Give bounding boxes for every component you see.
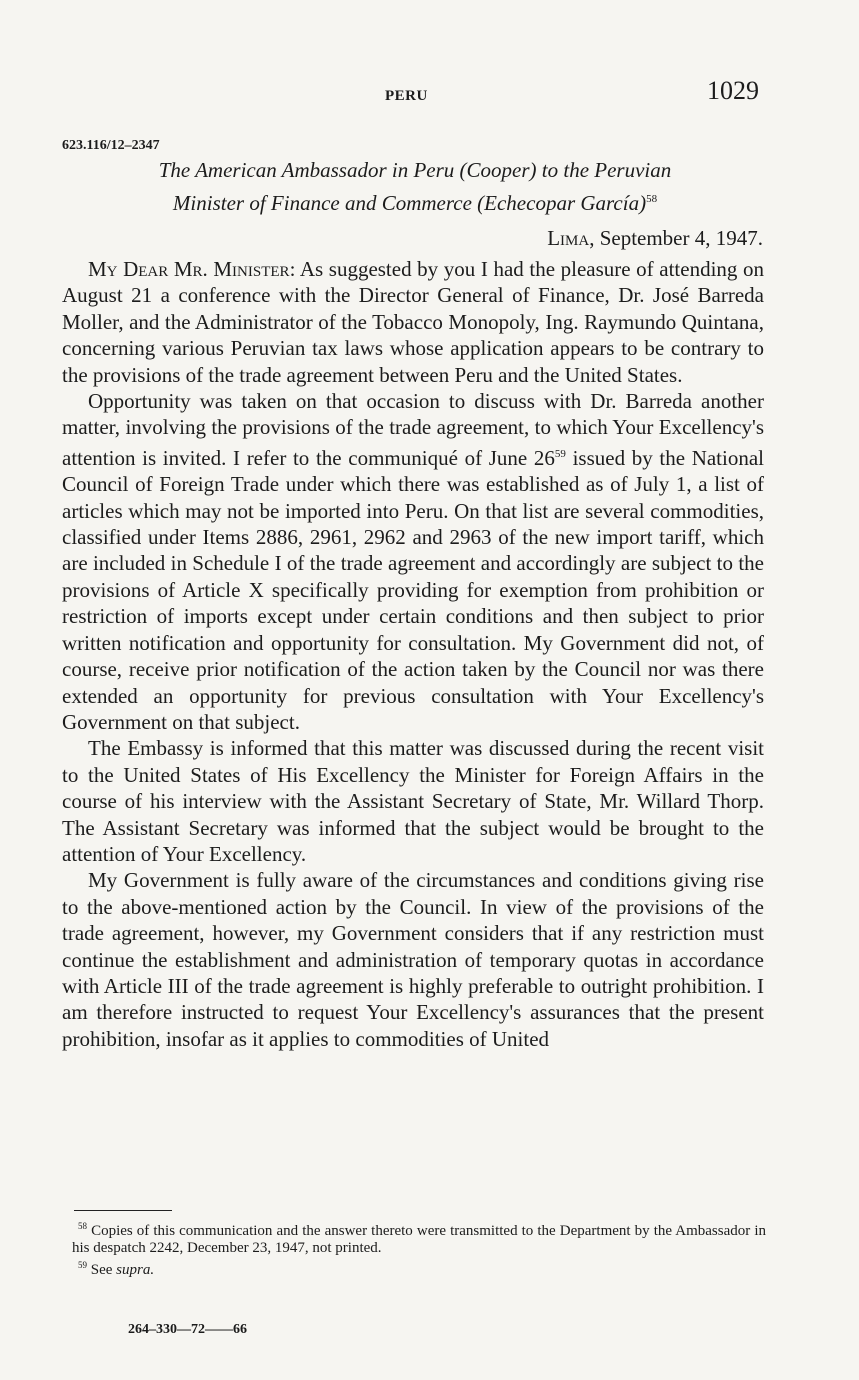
running-head: PERU [385,88,428,104]
paragraph-1-text: : As suggested by you I had the pleasure of attending on August 21 a conference with the Director General of Finance, Dr. José Barreda Moller, and the Administrator of the Tobacco Monopoly, Ing. Raymundo Quintana, concerning various Peruvian tax laws whose application appears to be contrary to the provisions of the trade agreement between Peru and the United States. [62,257,765,387]
title-line-2 [62,185,768,218]
footnote-58 [72,1218,766,1257]
dateline [547,226,763,251]
footnote-58-text: Copies of this communication and the answer thereto were transmitted to the Department by the Ambassador in his despatch 2242, December 23, 1947, not printed. [72,1223,766,1256]
footnote-59-number: 59 [78,1260,87,1270]
paragraph-2-footnote-ref[interactable]: 59 [554,447,566,460]
letter-body [62,256,764,1052]
page-number: 1029 [707,76,759,105]
paragraph-4: My Government is fully aware of the circumstances and conditions giving rise to the above-mentioned action by the Council. In view of the provisions of the trade agreement, however, my Government considers that if any restriction must continue the establishment and administration of temporary quotas in accordance with Article III of the trade agreement is highly preferable to outright prohibition. I am therefore instructed to request Your Excellency's assurances that the present prohibition, insofar as it applies to commodities of United [62,868,764,1051]
paragraph-3: The Embassy is informed that this matter was discussed during the recent visit to the United States of His Excellency the Minister for Foreign Affairs in the course of his interview with the Assistant Secretary of State, Mr. Willard Thorp. The Assistant Secretary was informed that the subject would be brought to the attention of Your Excellency. [62,736,764,866]
print-code: 264–330—72——66 [128,1322,247,1337]
dateline-place: Lima [547,226,590,250]
salutation: My Dear Mr. Minister [88,257,290,281]
title-line-1: The American Ambassador in Peru (Cooper) to the Peruvian [158,158,672,182]
title-footnote-ref[interactable]: 58 [646,193,658,205]
file-number: 623.116/12–2347 [62,138,160,153]
paragraph-2-text-b: issued by the National Council of Foreign Trade under which there was established as of July 1, a list of articles which may not be imported into Peru. On that list are several commodities, classified under Items 2886, 2961, 2962 and 2963 of the new import tariff, which are included in Schedule I of the trade agreement and accordingly are subject to the provisions of Article X specifically providing for exemption from prohibition or restriction of imports except under certain conditions and then subject to prior written notification and opportunity for consultation. My Government did not, of course, receive prior notification of the action taken by the Council nor was there extended an opportunity for previous consultation with Your Excellency's Government on that subject. [62,445,765,734]
document-title [62,156,768,218]
footnotes [72,1218,766,1279]
title-line-2-text: Minister of Finance and Commerce (Echecopar García) [172,191,647,215]
paragraph-2-text-a: Opportunity was taken on that occasion to discuss with Dr. Barreda another matter, involving the provisions of the trade agreement, to which Your Excellency's attention is invited. I refer to the communiqué of June 26 [62,389,764,470]
paragraph-2 [62,388,764,735]
dateline-date: , September 4, 1947. [589,226,763,250]
footnote-58-number: 58 [78,1221,87,1231]
paragraph-1 [62,256,764,388]
footnote-59-text-a: See [87,1262,117,1278]
footnote-divider [74,1210,172,1211]
footnote-59-text-b: supra. [116,1262,155,1278]
footnote-59 [72,1257,766,1279]
